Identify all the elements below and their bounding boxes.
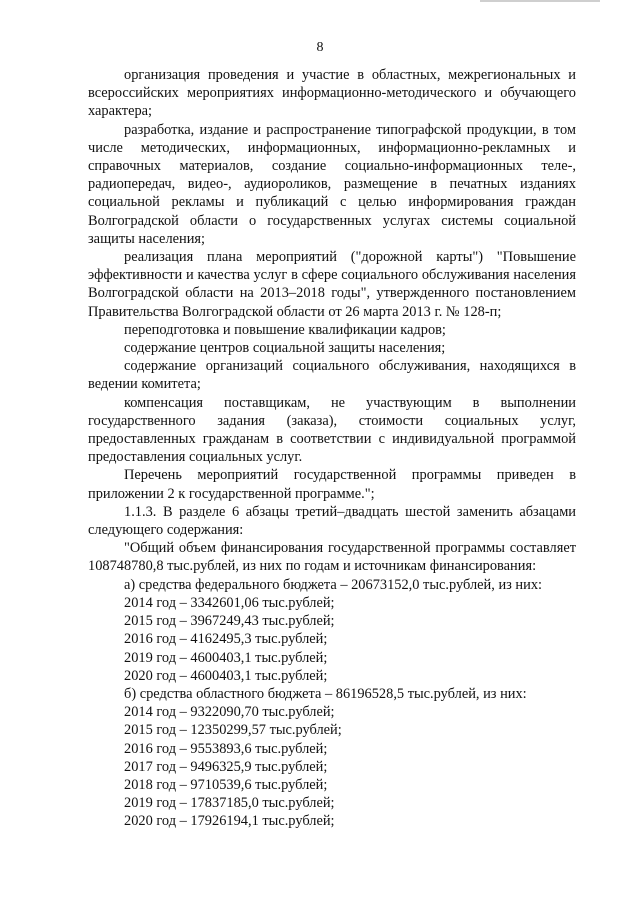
regional-year-line: 2014 год – 9322090,70 тыс.рублей; xyxy=(124,704,335,721)
federal-year-line: 2014 год – 3342601,06 тыс.рублей; xyxy=(124,594,335,611)
paragraph: 1.1.3. В разделе 6 абзацы третий–двадцать шестой заменить абзацами следующего содержания: xyxy=(88,503,576,539)
paragraph: переподготовка и повышение квалификации кадров; xyxy=(124,321,446,338)
federal-year-line: 2019 год – 4600403,1 тыс.рублей; xyxy=(124,649,328,666)
regional-year-line: 2016 год – 9553893,6 тыс.рублей; xyxy=(124,740,328,757)
federal-year-line: 2020 год – 4600403,1 тыс.рублей; xyxy=(124,667,328,684)
federal-year-line: 2015 год – 3967249,43 тыс.рублей; xyxy=(124,613,335,630)
federal-budget-heading: а) средства федерального бюджета – 20673152,0 тыс.рублей, из них: xyxy=(124,576,543,593)
regional-budget-heading: б) средства областного бюджета – 86196528,5 тыс.рублей, из них: xyxy=(124,685,527,702)
page-number: 8 xyxy=(316,40,324,55)
paragraph: реализация плана мероприятий ("дорожной карты") "Повышение эффективности и качества услуг в сфере социального обслуживания населения Волгоградской области на 2013–2018 годы", утвержденного постановлением Правительства Волгоградской области от 26 марта 2013 г. № 128-п; xyxy=(88,249,576,320)
regional-year-line: 2020 год – 17926194,1 тыс.рублей; xyxy=(124,813,335,830)
paragraph: организация проведения и участие в областных, межрегиональных и всероссийских мероприятиях информационно-методического и обучающего характера; xyxy=(88,67,576,120)
regional-year-line: 2015 год – 12350299,57 тыс.рублей; xyxy=(124,722,342,739)
paragraph: разработка, издание и распространение типографской продукции, в том числе методических, информационных, информационно-рекламных и справочных материалов, создание социально-информационных теле-, радиопередач, видео-, аудиороликов, размещение в печатных изданиях социальной рекламы и публикаций с целью информирования граждан Волгоградской области о государственных услугах системы социальной защиты населения; xyxy=(88,121,576,247)
paragraph: Перечень мероприятий государственной программы приведен в приложении 2 к государственной программе."; xyxy=(88,467,576,502)
paragraph: содержание организаций социального обслуживания, находящихся в ведении комитета; xyxy=(88,358,576,393)
document-body xyxy=(88,66,576,831)
federal-year-line: 2016 год – 4162495,3 тыс.рублей; xyxy=(124,631,328,648)
paragraph: содержание центров социальной защиты населения; xyxy=(124,340,446,357)
paragraph: компенсация поставщикам, не участвующим в выполнении государственного задания (заказа), стоимости социальных услуг, предоставленных гражданам в соответствии с индивидуальной программой предоставления социальных услуг. xyxy=(88,394,576,466)
scan-edge-mark xyxy=(480,0,600,2)
regional-year-line: 2019 год – 17837185,0 тыс.рублей; xyxy=(124,795,335,812)
paragraph: "Общий объем финансирования государственной программы составляет 108748780,8 тыс.рублей, из них по годам и источникам финансирования: xyxy=(88,540,576,575)
regional-year-line: 2017 год – 9496325,9 тыс.рублей; xyxy=(124,758,328,775)
regional-year-line: 2018 год – 9710539,6 тыс.рублей; xyxy=(124,776,328,793)
